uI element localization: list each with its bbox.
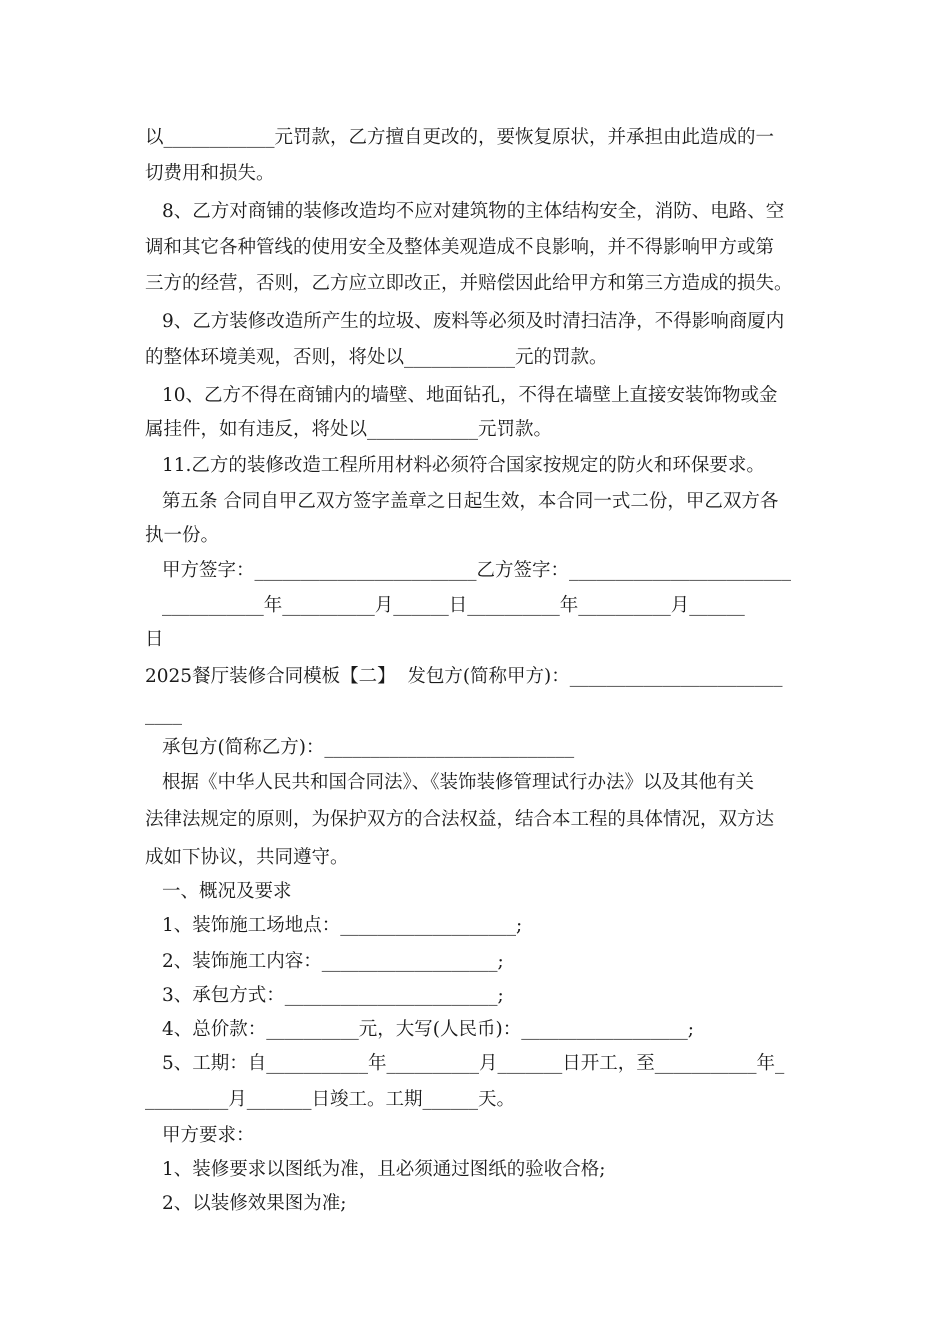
text-line: 3、承包方式：_______________________; [162, 985, 504, 1006]
text-line: 8、乙方对商铺的装修改造均不应对建筑物的主体结构安全，消防、电路、空 [162, 201, 785, 222]
text-line: 切费用和损失。 [145, 163, 275, 184]
text-line: 调和其它各种管线的使用安全及整体美观造成不良影响，并不得影响甲方或第 [145, 237, 775, 258]
text-line: 法律法规定的原则，为保护双方的合法权益，结合本工程的具体情况，双方达 [145, 809, 775, 830]
text-line: 5、工期：自___________年__________月_______日开工，至___________年_ [162, 1053, 785, 1074]
text-line: 承包方(简称乙方)：___________________________ [162, 737, 575, 758]
text-line: 属挂件，如有违反，将处以____________元罚款。 [145, 419, 553, 440]
section-heading: 2025餐厅装修合同模板【二】 发包方(简称甲方)：_______________________ [145, 666, 783, 687]
text-line: 4、总价款：__________元，大写(人民币)：__________________; [162, 1019, 694, 1040]
text-line: 日 [145, 629, 164, 650]
text-line: 成如下协议，共同遵守。 [145, 847, 349, 868]
text-line: _________月_______日竣工。工期______天。 [145, 1089, 516, 1110]
text-line: 甲方要求： [162, 1125, 255, 1146]
text-line: ____ [145, 704, 182, 725]
text-line: 第五条 合同自甲乙双方签字盖章之日起生效，本合同一式二份，甲乙双方各 [162, 491, 779, 512]
text-line: 2、装饰施工内容：___________________; [162, 951, 504, 972]
date-line: ___________年__________月______日__________年__________月______ [162, 595, 745, 616]
signature-line: 甲方签字：________________________乙方签字：________________________ [162, 560, 792, 581]
text-line: 11.乙方的装修改造工程所用材料必须符合国家按规定的防火和环保要求。 [162, 455, 765, 476]
text-line: 三方的经营，否则，乙方应立即改正，并赔偿因此给甲方和第三方造成的损失。 [145, 273, 793, 294]
text-line: 一、概况及要求 [162, 881, 292, 902]
text-line: 1、装饰施工场地点：___________________; [162, 915, 523, 936]
text-line: 执一份。 [145, 525, 220, 546]
text-line: 9、乙方装修改造所产生的垃圾、废料等必须及时清扫洁净，不得影响商厦内 [162, 311, 785, 332]
text-line: 以____________元罚款，乙方擅自更改的，要恢复原状，并承担由此造成的一 [145, 127, 775, 148]
text-line: 的整体环境美观，否则，将处以____________元的罚款。 [145, 347, 608, 368]
text-line: 2、以装修效果图为准; [162, 1193, 347, 1214]
text-line: 10、乙方不得在商铺内的墙壁、地面钻孔，不得在墙壁上直接安装饰物或金 [162, 385, 778, 406]
text-line: 根据《中华人民共和国合同法》、《装饰装修管理试行办法》以及其他有关 [162, 772, 755, 793]
text-line: 1、装修要求以图纸为准，且必须通过图纸的验收合格; [162, 1159, 606, 1180]
